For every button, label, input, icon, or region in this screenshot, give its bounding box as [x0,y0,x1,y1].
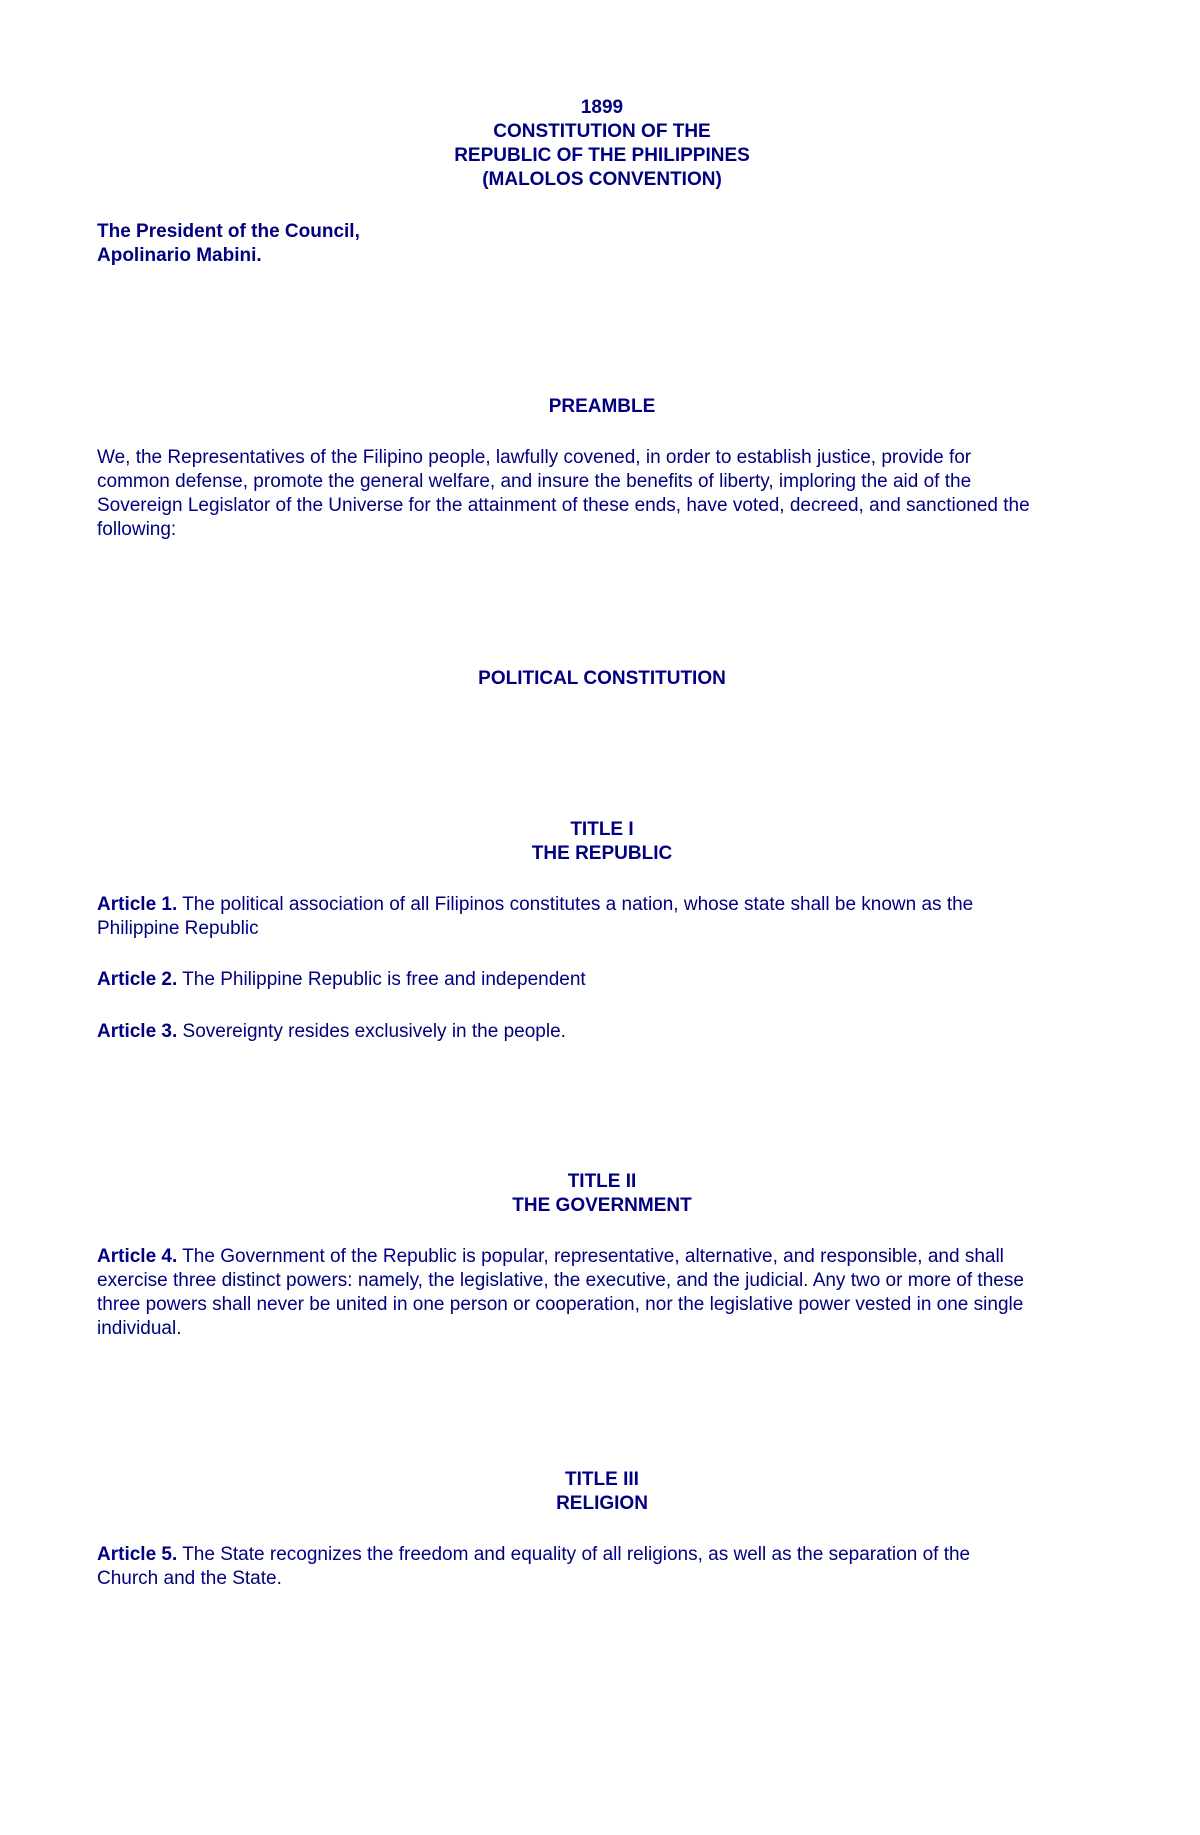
political-constitution-heading-block [97,667,1107,691]
preamble-line: common defense, promote the general welfare, and insure the benefits of liberty, imploring the aid of the [97,471,972,492]
article-4-text: The Government of the Republic is popular, representative, alternative, and responsible, and shall [177,1246,1004,1267]
header-year: 1899 [580,97,624,118]
signatory-block [97,220,360,268]
article-2 [97,968,1107,992]
article-2-text: The Philippine Republic is free and independent [177,969,586,990]
signatory-line-2: Apolinario Mabini. [97,245,262,266]
title-1-name: THE REPUBLIC [531,843,673,864]
article-4-text-cont: individual. [97,1318,182,1339]
header-line-1: CONSTITUTION OF THE [493,121,711,142]
title-2-heading [97,1170,1107,1218]
preamble-text [97,446,1107,542]
header-line-2: REPUBLIC OF THE PHILIPPINES [454,145,750,166]
title-3-heading [97,1468,1107,1516]
article-3-text: Sovereignty resides exclusively in the people. [177,1021,566,1042]
article-3 [97,1020,1107,1044]
article-5-label: Article 5. [97,1544,178,1565]
preamble-line: Sovereign Legislator of the Universe for the attainment of these ends, have voted, decreed, and sanctioned the [97,495,1030,516]
article-2-label: Article 2. [97,969,178,990]
article-5 [97,1543,1107,1591]
article-1-text-cont: Philippine Republic [97,918,259,939]
title-1-heading [97,818,1107,866]
signatory-line-1: The President of the Council, [97,221,360,242]
article-4-label: Article 4. [97,1246,178,1267]
title-2-name: THE GOVERNMENT [512,1195,692,1216]
preamble-heading: PREAMBLE [548,396,656,417]
preamble-line: following: [97,519,177,540]
title-1-number: TITLE I [570,819,634,840]
title-2-number: TITLE II [567,1171,637,1192]
article-1 [97,893,1107,941]
title-3-number: TITLE III [565,1469,639,1490]
article-5-text-cont: Church and the State. [97,1568,282,1589]
article-3-label: Article 3. [97,1021,178,1042]
header-line-3: (MALOLOS CONVENTION) [482,169,722,190]
article-5-text: The State recognizes the freedom and equality of all religions, as well as the separation of the [177,1544,971,1565]
article-4-text-cont: three powers shall never be united in one person or cooperation, nor the legislative power vested in one single [97,1294,1024,1315]
article-4-text-cont: exercise three distinct powers: namely, the legislative, the executive, and the judicial. Any two or more of these [97,1270,1024,1291]
article-4 [97,1245,1107,1341]
preamble-heading-block [97,395,1107,419]
document-header [97,96,1107,192]
political-constitution-heading: POLITICAL CONSTITUTION [478,668,726,689]
article-1-text: The political association of all Filipinos constitutes a nation, whose state shall be known as the [177,894,974,915]
preamble-line: We, the Representatives of the Filipino people, lawfully covened, in order to establish justice, provide for [97,447,972,468]
title-3-name: RELIGION [556,1493,648,1514]
article-1-label: Article 1. [97,894,178,915]
